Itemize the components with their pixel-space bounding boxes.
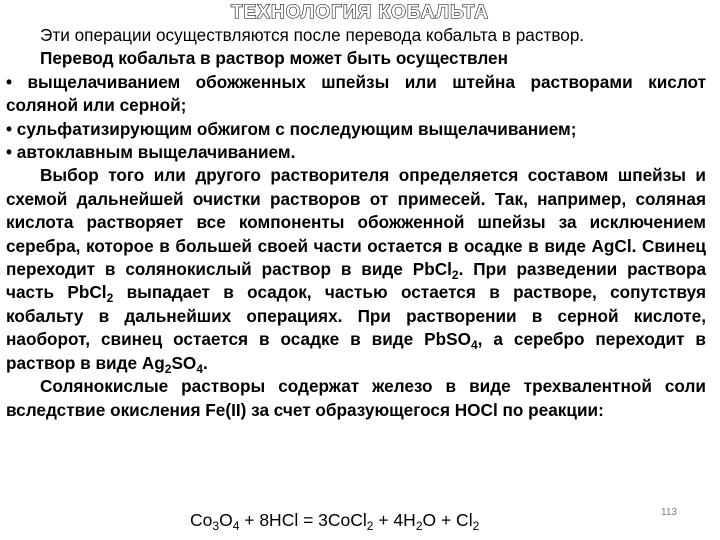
reaction-formula: [190, 510, 479, 533]
formula-part: O: [219, 510, 233, 530]
bullet-sulfating: • сульфатизирующим обжигом с последующим выщелачиванием;: [6, 118, 577, 139]
formula-sub: 4: [232, 519, 240, 533]
solvent-text-b: . При разведении раствора часть PbCl: [6, 259, 706, 303]
formula-sub: 3: [212, 519, 220, 533]
paragraph-transfer: Перевод кобальта в раствор может быть осуществлен: [40, 48, 508, 69]
solvent-text-a: Выбор того или другого растворителя определяется составом шпейзы и схемой дальнейшей очистки растворов от примесей. Так, например, соляная кислота растворяет все компоненты обожженной шпейзы за исключением серебра, которое в большей своей части остается в осадке в виде AgCl. Свинец переходит в солянокислый раствор в виде PbCl: [6, 165, 706, 280]
sub-2: 2: [164, 361, 172, 376]
solvent-text-f: .: [203, 352, 208, 373]
solvent-text-e: SO: [171, 352, 197, 373]
sub-2: 2: [451, 268, 459, 283]
slide-body: [6, 24, 706, 422]
paragraph-solvent: [6, 164, 706, 375]
formula-part: + 8HCl = 3CoCl: [239, 510, 367, 530]
sub-4: 4: [470, 338, 478, 353]
formula-sub: 2: [366, 519, 374, 533]
paragraph-intro: Эти операции осуществляются после перевода кобальта в раствор.: [40, 25, 585, 45]
bullet-autoclave: • автоклавным выщелачиванием.: [6, 142, 296, 163]
formula-sub: 2: [472, 519, 480, 533]
page-number: 113: [661, 507, 677, 518]
formula-sub: 2: [415, 519, 423, 533]
sub-4: 4: [196, 361, 203, 376]
solvent-text-c: выпадает в осадок, частью остается в растворе, сопутствуя кобальту в дальнейших операциях. При растворении в серной кислоте, наоборот, свинец остается в осадке в виде PbSO: [6, 282, 706, 350]
bullet-leaching: • выщелачиванием обожженных шпейзы или штейна растворами кислот соляной или серной;: [6, 71, 706, 116]
formula-part: Co: [190, 510, 213, 530]
paragraph-chloride: Солянокислые растворы содержат железо в виде трехвалентной соли вследствие окисления Fe(II) за счет образующегося HOCl по реакции:: [6, 376, 706, 420]
slide-title: ТЕХНОЛОГИЯ КОБАЛЬТА: [231, 2, 489, 23]
sub-2: 2: [106, 291, 114, 306]
formula-part: O + Cl: [422, 510, 473, 530]
solvent-text-d: , а серебро переходит в раствор в виде Ag: [6, 329, 706, 373]
formula-part: + 4H: [373, 510, 416, 530]
